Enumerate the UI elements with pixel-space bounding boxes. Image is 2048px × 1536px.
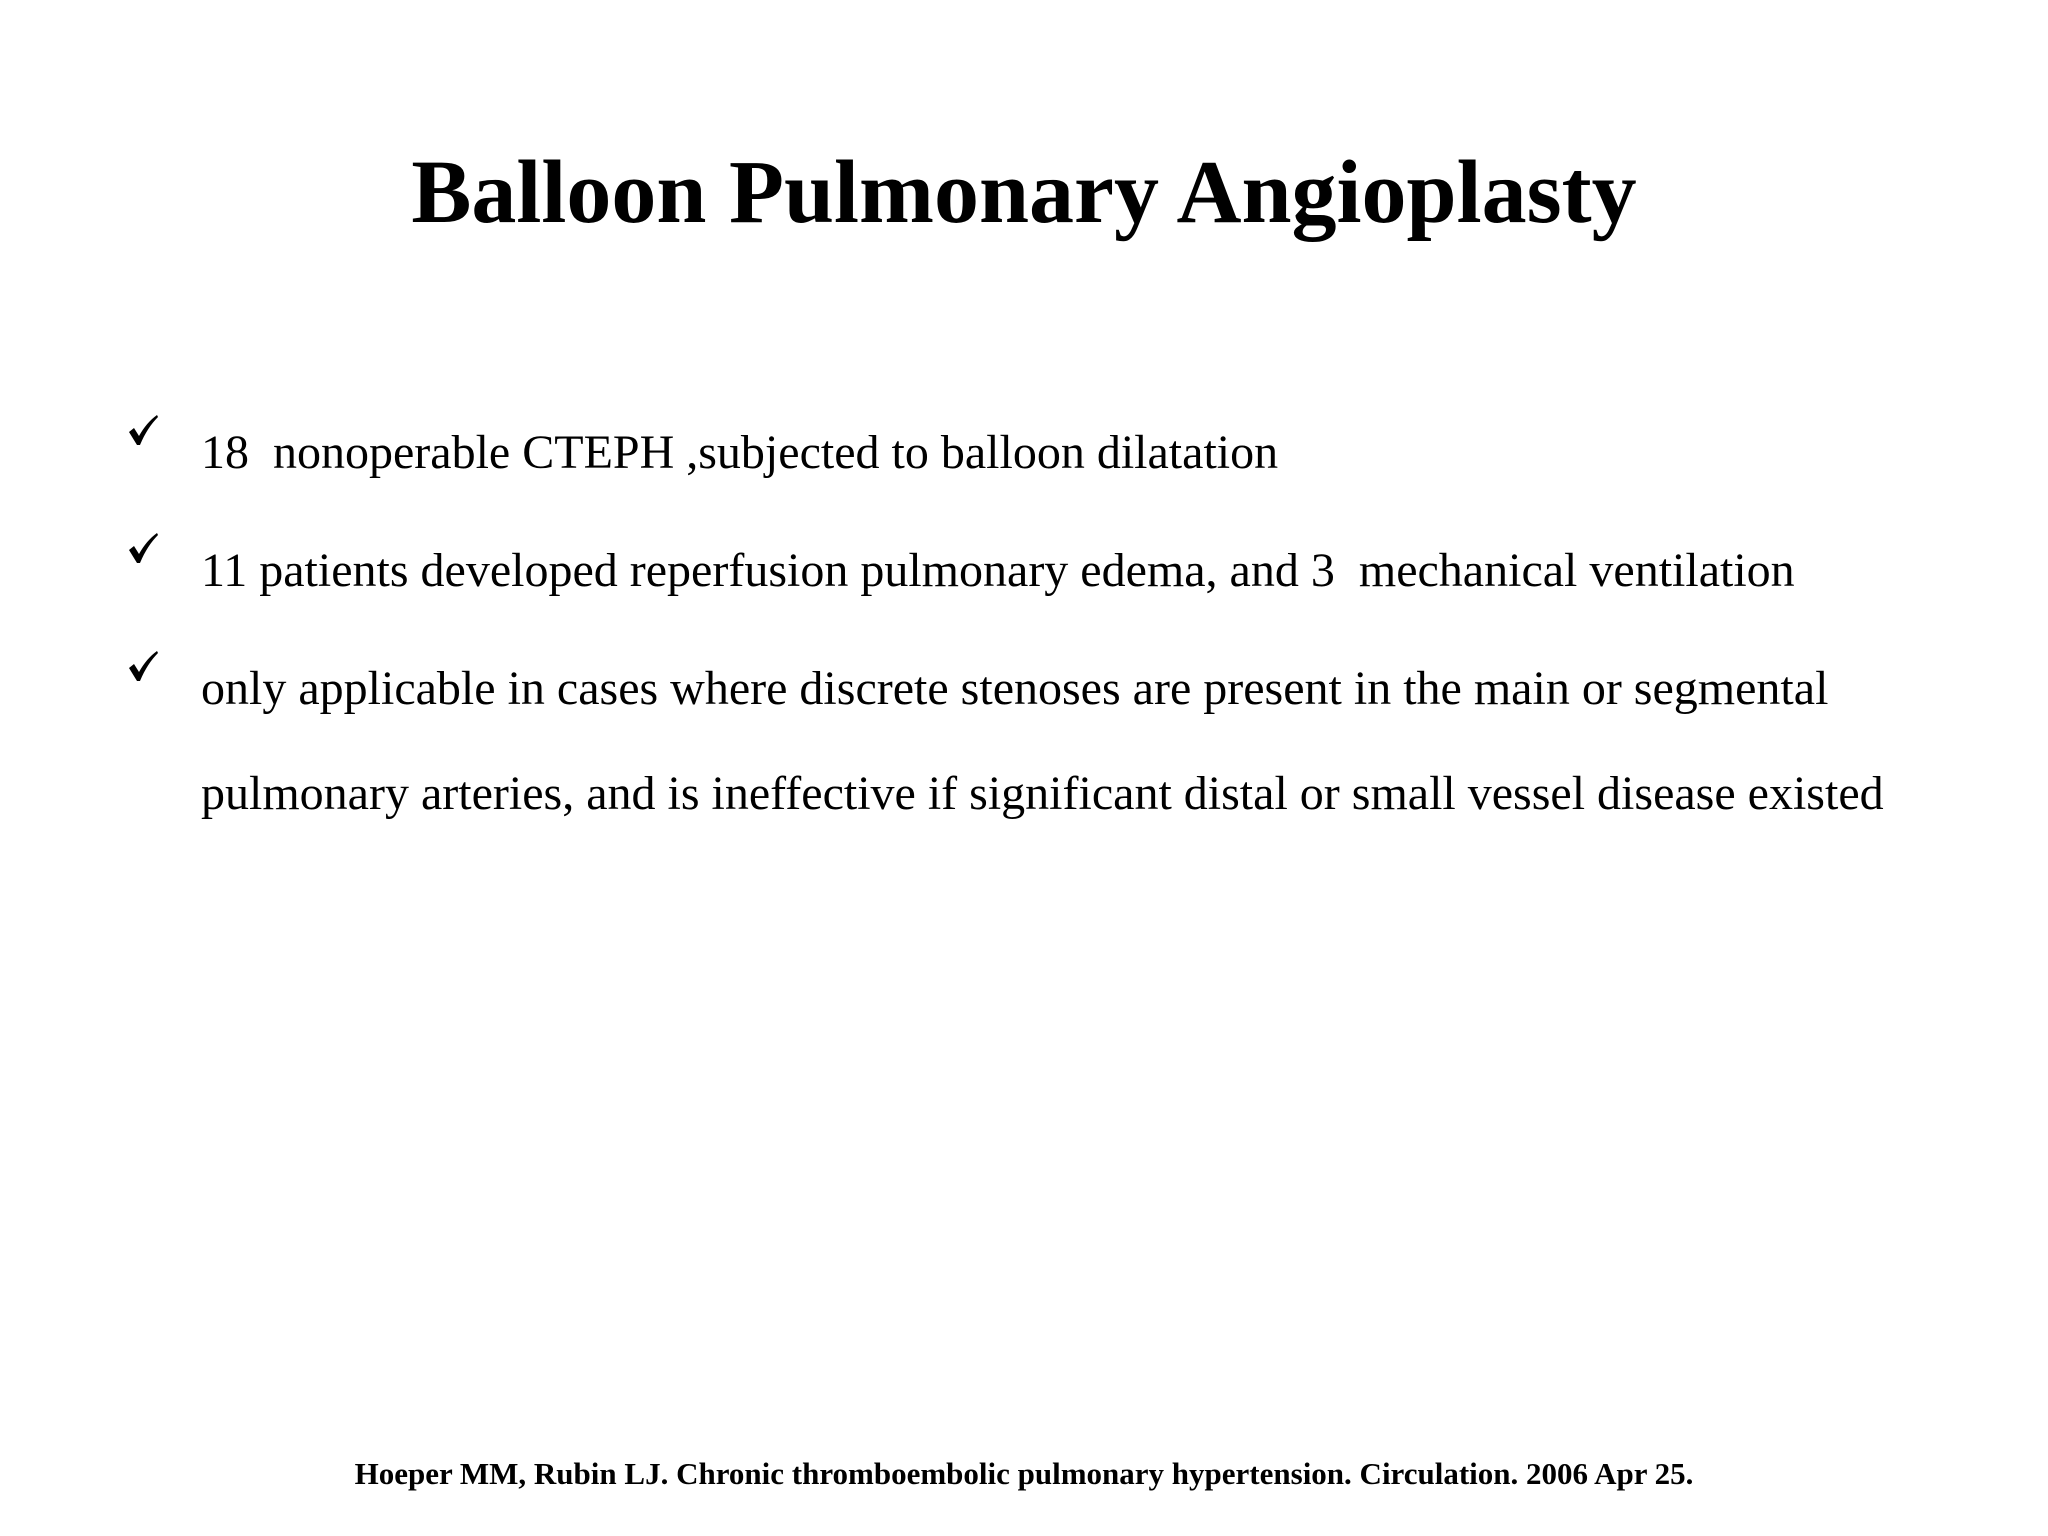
checkmark-icon bbox=[124, 400, 164, 505]
slide-title: Balloon Pulmonary Angioplasty bbox=[411, 143, 1637, 242]
bullet-list bbox=[124, 400, 1944, 859]
bullet-text: 11 patients developed reperfusion pulmonary edema, and 3 mechanical ventilation bbox=[201, 544, 1795, 597]
bullet-item bbox=[124, 518, 1944, 623]
bullet-text: 18 nonoperable CTEPH ,subjected to balloon dilatation bbox=[201, 426, 1279, 479]
checkmark-icon bbox=[124, 636, 164, 741]
checkmark-icon bbox=[124, 518, 164, 623]
bullet-text: only applicable in cases where discrete stenoses are present in the main or segmental pulmonary arteries, and is ineffective if significant distal or small vessel disease existed bbox=[201, 662, 1884, 820]
citation: Hoeper MM, Rubin LJ. Chronic thromboembolic pulmonary hypertension. Circulation. 2006 Apr 25. bbox=[354, 1456, 1694, 1491]
bullet-item bbox=[124, 636, 1944, 846]
bullet-item bbox=[124, 400, 1944, 505]
